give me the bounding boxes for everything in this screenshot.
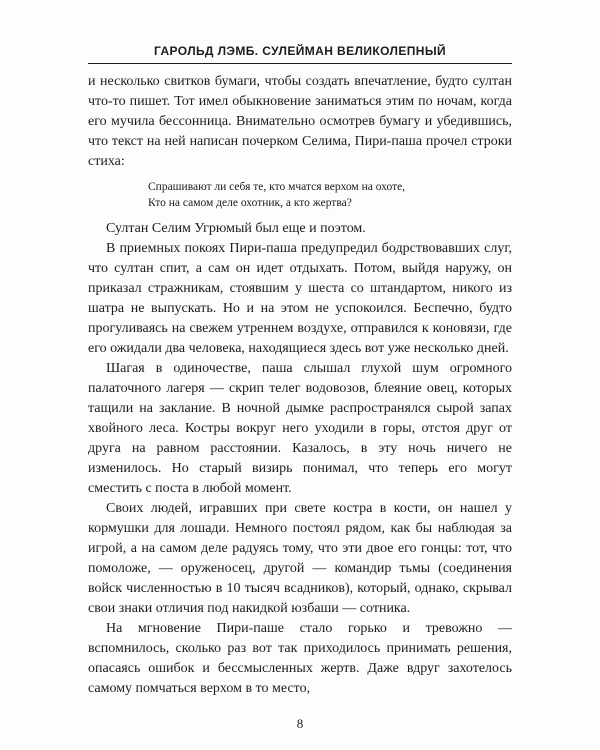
body-text <box>88 72 512 699</box>
page-number: 8 <box>296 716 304 731</box>
paragraph-4: Шагая в одиночестве, паша слышал глухой шум огромного палаточного лагеря — скрип телег водовозов, блеяние овец, которых тащили на заклание. В ночной дымке распространялся сырой запах хвойного леса. Костры вокруг него уходили в горы, отстоя друг от друга на равном расстоянии. Казалось, в эту ночь ничего не изменилось. Но старый визирь понимал, что теперь его могут сместить с поста в любой момент. <box>88 361 512 496</box>
verse-quote <box>148 179 512 211</box>
paragraph-1: и несколько свитков бумаги, чтобы создать впечатление, будто султан что-то пишет. Тот имел обыкновение заниматься этим по ночам, когда его мучила бессонница. Внимательно осмотрев бумагу и убедившись, что текст на ней написан почерком Селима, Пири-паша прочел строки стиха: <box>88 74 512 169</box>
paragraph-6: На мгновение Пири-паше стало горько и тревожно — вспомнилось, сколько раз вот так приходилось принимать решения, опасаясь ошибок и бессмысленных жертв. Даже вдруг захотелось самому помчаться верхом в то место, <box>88 621 512 696</box>
paragraph-2: Султан Селим Угрюмый был еще и поэтом. <box>106 221 366 236</box>
paragraph-5: Своих людей, игравших при свете костра в кости, он нашел у кормушки для лошади. Немного постоял рядом, как бы наблюдая за игрой, а на самом деле радуясь тому, что эти двое его гонцы: тот, что помоложе, — оруженосец, другой — командир тьмы (соединения войск численностью в 10 тысяч всадников), который, однако, скрывал свои знаки отличия под накидкой юзбаши — сотника. <box>88 501 512 616</box>
paragraph-3: В приемных покоях Пири-паша предупредил бодрствовавших слуг, что султан спит, а сам он идет отдыхать. Потом, выйдя наружу, он приказал стражникам, стоявшим у шеста со штандартом, никого из шатра не выпускать. Но и на этом не успокоился. Беспечно, будто прогуливаясь на свежем утреннем воздухе, отправился к коновязи, где его ожидали два человека, находящиеся здесь вот уже несколько дней. <box>88 241 512 356</box>
verse-line-2: Кто на самом деле охотник, а кто жертва? <box>148 197 352 209</box>
running-title: ГАРОЛЬД ЛЭМБ. СУЛЕЙМАН ВЕЛИКОЛЕПНЫЙ <box>154 44 446 58</box>
header-rule <box>88 63 512 64</box>
verse-line-1: Спрашивают ли себя те, кто мчатся верхом на охоте, <box>148 181 406 193</box>
